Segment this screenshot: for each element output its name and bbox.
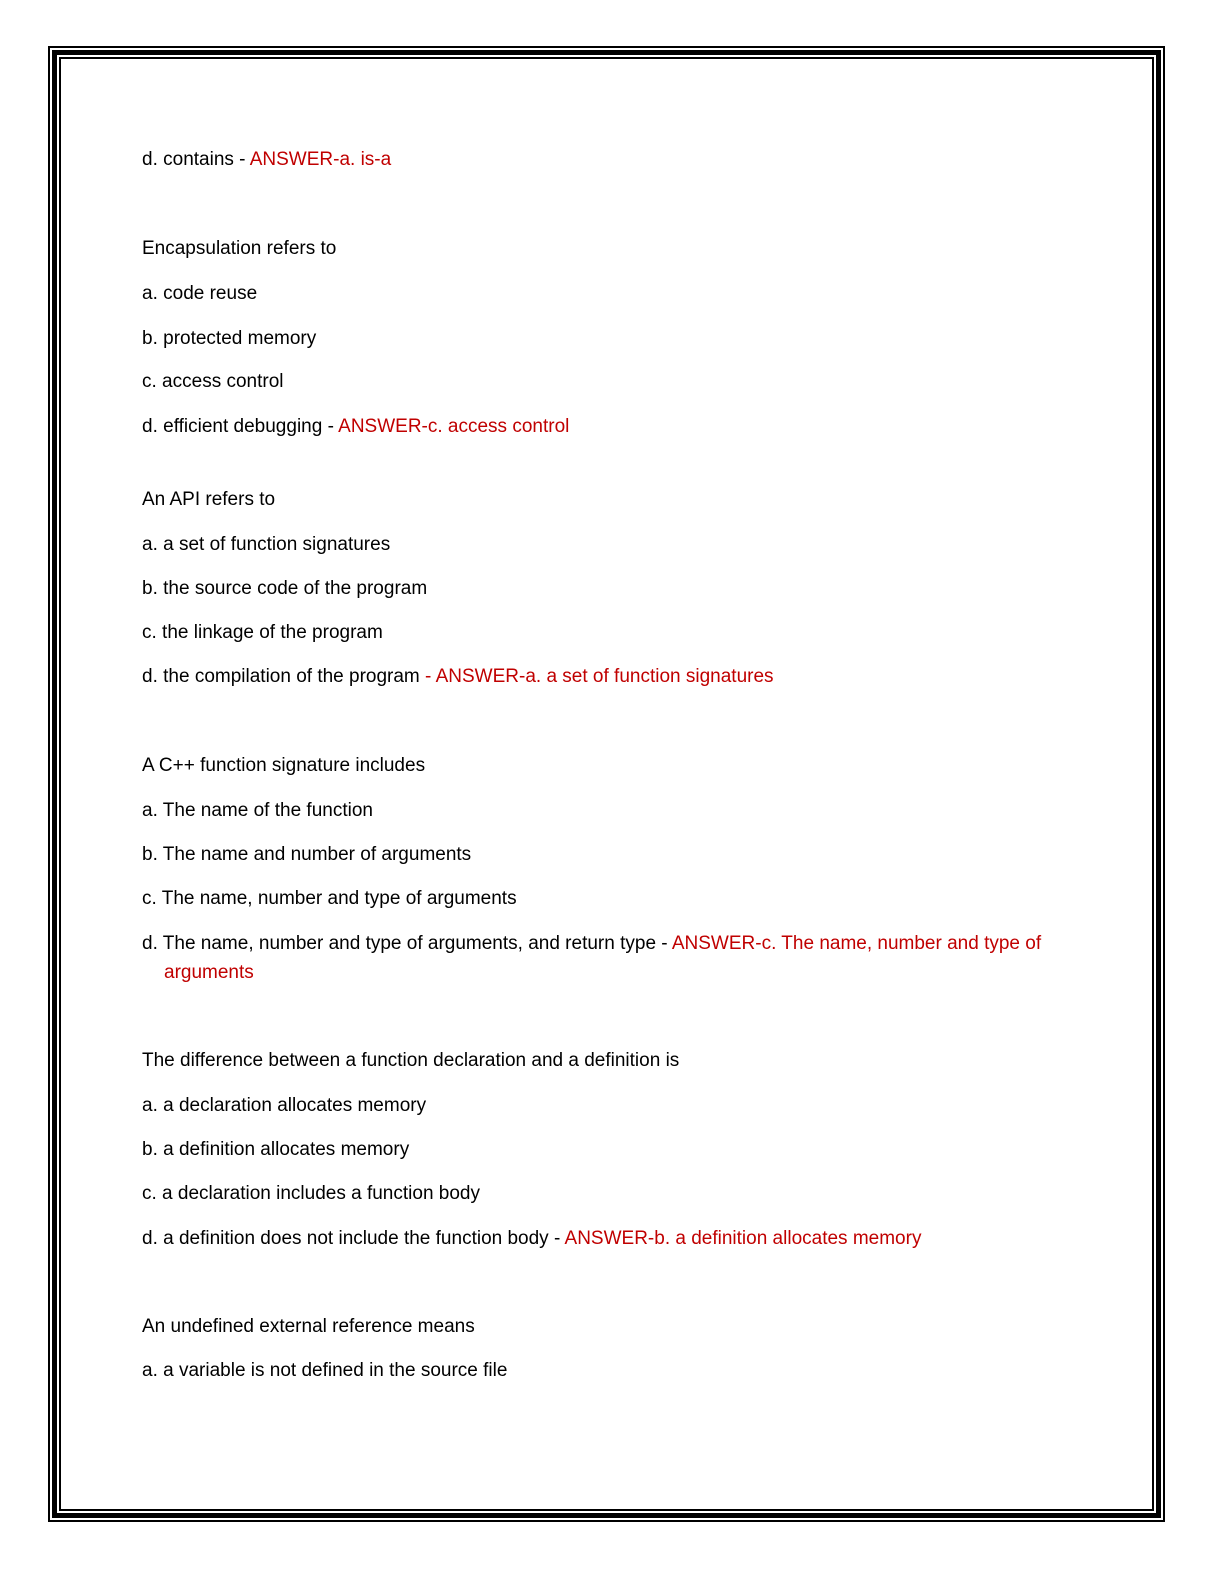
option-a: a. The name of the function: [142, 800, 373, 821]
option-c: c. The name, number and type of arguments: [142, 888, 517, 909]
option-a: a. a set of function signatures: [142, 534, 391, 555]
option-d: d. a definition does not include the function body - ANSWER-b. a definition allocates memory: [142, 1228, 922, 1249]
answer-text: ANSWER-a. is-a: [249, 149, 392, 170]
question-text: A C++ function signature includes: [142, 755, 426, 776]
question-text: Encapsulation refers to: [142, 238, 337, 259]
answer-text: ANSWER-c. The name, number and type of arguments: [164, 933, 1042, 983]
option-b: b. a definition allocates memory: [142, 1139, 410, 1160]
question-text: An undefined external reference means: [142, 1316, 475, 1337]
option-b: b. The name and number of arguments: [142, 844, 472, 865]
option-d: d. efficient debugging - ANSWER-c. access control: [142, 416, 570, 437]
option-c: c. a declaration includes a function body: [142, 1183, 480, 1204]
answer-text: ANSWER-b. a definition allocates memory: [564, 1228, 922, 1249]
option-a: a. code reuse: [142, 283, 258, 304]
option-b: b. the source code of the program: [142, 578, 428, 599]
question-text: The difference between a function declaration and a definition is: [142, 1050, 680, 1071]
answer-line: d. contains - ANSWER-a. is-a: [142, 149, 392, 170]
answer-text: ANSWER-c. access control: [338, 416, 570, 437]
option-a: a. a declaration allocates memory: [142, 1095, 427, 1116]
page-border-inner: [59, 57, 1154, 1511]
option-d: d. the compilation of the program - ANSWER-a. a set of function signatures: [142, 666, 774, 687]
option-d: d. The name, number and type of arguments, and return type - ANSWER-c. The name, number and type of arguments: [142, 933, 1042, 983]
option-b: b. protected memory: [142, 328, 317, 349]
option-c: c. access control: [142, 371, 284, 392]
question-text: An API refers to: [142, 489, 276, 510]
option-c: c. the linkage of the program: [142, 622, 383, 643]
answer-text: - ANSWER-a. a set of function signatures: [425, 666, 774, 687]
option-a: a. a variable is not defined in the source file: [142, 1360, 508, 1381]
